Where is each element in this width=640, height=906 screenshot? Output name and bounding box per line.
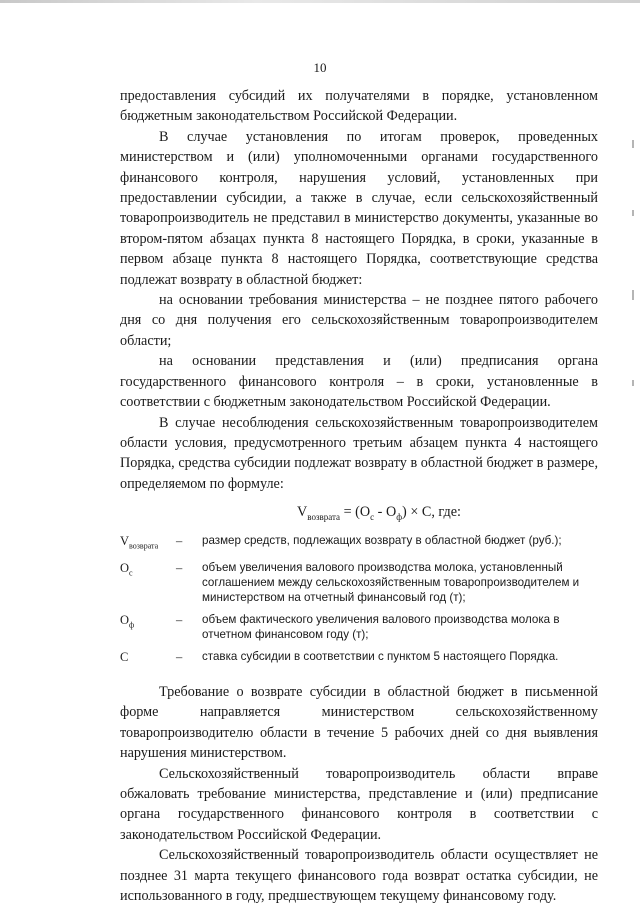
legend-symbol-sub: возврата (129, 541, 159, 551)
scan-edge-artifact (0, 0, 640, 3)
scan-margin-marks (632, 140, 634, 440)
legend-description: объем увеличения валового производства молока, установленный соглашением между сельскохозяйственным товаропроизводителем и министерством на отчетный финансовый год (т); (202, 561, 580, 604)
formula-v: V (297, 504, 308, 521)
formula-of-sub: ф (396, 511, 403, 522)
legend-description: ставка субсидии в соответствии с пунктом 5 настоящего Порядка. (202, 650, 559, 664)
legend-description: размер средств, подлежащих возврату в областной бюджет (руб.); (202, 533, 562, 547)
legend-dash: – (176, 533, 183, 548)
document-body (120, 86, 598, 906)
paragraph: на основании требования министерства – не позднее пятого рабочего дня со дня получения его сельскохозяйственным товаропроизводителем области; (120, 292, 598, 349)
paragraph: Сельскохозяйственный товаропроизводитель области осуществляет не позднее 31 марта текущего финансового года возврат остатка субсидии, не использованного в году, предшествующем текущему финансовому году. (120, 847, 598, 904)
paragraph: Требование о возврате субсидии в областной бюджет в письменной форме направляется министерством сельскохозяйственному товаропроизводителю области в течение 5 рабочих дней со дня выявления нарушения министерством. (120, 683, 598, 762)
legend-symbol-letter: O (120, 613, 130, 628)
legend-symbol (120, 561, 176, 581)
paragraph: Сельскохозяйственный товаропроизводитель области вправе обжаловать требование министерства, представление и (или) предписание органа государственного финансового контроля в соответствии с законодательством Российской Федерации. (120, 765, 598, 843)
legend-row (120, 561, 598, 605)
paragraph: В случае установления по итогам проверок, проведенных министерством и (или) уполномоченными органами государственного финансового контроля, нарушения условий, установленных при предоставлении субсидии, а также в случае, если сельскохозяйственный товаропроизводитель не представил в министерство документы, указанные во втором-пятом абзацах пункта 8 настоящего Порядка, в сроки, указанные в первом абзаце пункта 8 настоящего Порядка, соответствующие средства подлежат возврату в областной бюджет: (120, 128, 598, 288)
legend-symbol-letter: V (120, 533, 130, 548)
legend-symbol (120, 534, 176, 554)
legend-dash: – (176, 613, 183, 628)
formula-tail: ) × C, где: (402, 504, 461, 521)
legend-row (120, 534, 598, 554)
legend-row (120, 613, 598, 642)
legend-symbol-sub: с (129, 568, 133, 578)
refund-formula (120, 504, 598, 522)
legend-symbol-letter: O (120, 561, 130, 576)
formula-v-sub: возврата (307, 511, 341, 522)
legend-dash: – (176, 561, 183, 576)
formula-minus: - O (374, 504, 397, 521)
legend-symbol-letter: C (120, 650, 129, 665)
paragraph: В случае несоблюдения сельскохозяйственным товаропроизводителем области условия, предусмотренного третьим абзацем пункта 4 настоящего Порядка, средства субсидии подлежат возврату в областной бюджет в размере, определяемом по формуле: (120, 414, 598, 492)
formula-legend (120, 534, 598, 670)
paragraph: на основании представления и (или) предписания органа государственного финансового контроля – в сроки, установленные в соответствии с бюджетным законодательством Российской Федерации. (120, 353, 598, 411)
legend-description: объем фактического увеличения валового производства молока в отчетном финансовом году (т); (202, 613, 560, 641)
legend-symbol-sub: ф (129, 620, 135, 630)
formula-eq-open: = (O (340, 504, 371, 521)
legend-row (120, 650, 598, 670)
legend-symbol (120, 650, 176, 670)
paragraph: предоставления субсидий их получателями в порядке, установленном бюджетным законодательством Российской Федерации. (120, 88, 598, 125)
legend-symbol (120, 613, 176, 633)
page-number: 10 (313, 60, 327, 75)
formula-oc-sub: с (370, 511, 375, 522)
legend-dash: – (176, 650, 183, 665)
